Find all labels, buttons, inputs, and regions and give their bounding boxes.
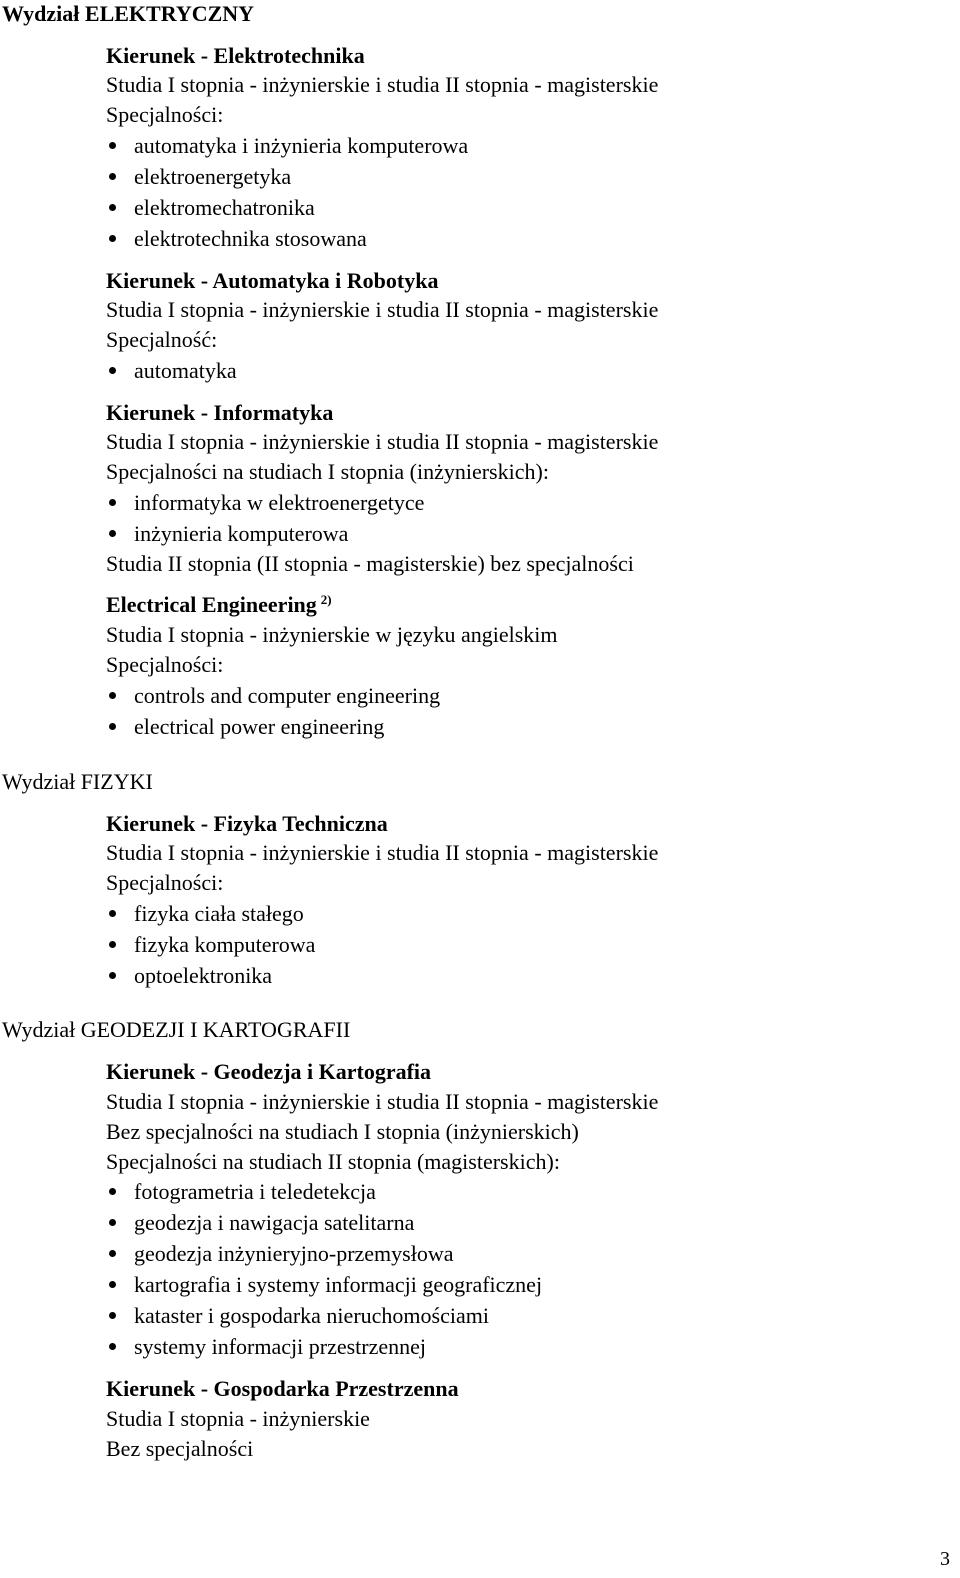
program-note: Studia II stopnia (II stopnia - magisterskie) bez specjalności [106,551,634,576]
specialty-item: fizyka komputerowa [134,932,316,957]
bullet-icon [109,941,116,948]
program-title: Kierunek - Automatyka i Robotyka [106,268,439,293]
specialty-item: automatyka i inżynieria komputerowa [134,133,469,158]
specialty-item: geodezja inżynieryjno-przemysłowa [134,1241,454,1266]
program-note: Bez specjalności [106,1436,254,1461]
bullet-icon [109,367,116,374]
bullet-icon [109,499,116,506]
specialty-item: systemy informacji przestrzennej [134,1334,427,1359]
bullet-icon [109,1312,116,1319]
program-specialty-header: Specjalności: [106,652,224,677]
specialty-item: fotogrametria i teledetekcja [134,1179,376,1204]
specialty-item: informatyka w elektroenergetyce [134,490,425,515]
specialty-item: optoelektronika [134,963,273,988]
program-title: Kierunek - Fizyka Techniczna [106,811,388,836]
program-title: Kierunek - Gospodarka Przestrzenna [106,1376,459,1401]
specialty-item: elektroenergetyka [134,164,292,189]
specialty-item: controls and computer engineering [134,683,441,708]
page-number: 3 [940,1548,950,1570]
bullet-icon [109,1281,116,1288]
program-study-level: Studia I stopnia - inżynierskie i studia II stopnia - magisterskie [106,1089,659,1114]
specialty-item: kartografia i systemy informacji geograficznej [134,1272,543,1297]
specialty-item: elektromechatronika [134,195,315,220]
bullet-icon [109,235,116,242]
bullet-icon [109,1188,116,1195]
program-study-level: Studia I stopnia - inżynierskie i studia II stopnia - magisterskie [106,429,659,454]
program-specialty-header: Specjalności na studiach I stopnia (inżynierskich): [106,459,549,484]
specialty-item: geodezja i nawigacja satelitarna [134,1210,415,1235]
program-specialty-header: Specjalność: [106,327,218,352]
program-title: Electrical Engineering [106,592,317,617]
program-study-level: Studia I stopnia - inżynierskie i studia II stopnia - magisterskie [106,297,659,322]
bullet-icon [109,910,116,917]
bullet-icon [109,1219,116,1226]
program-title: Kierunek - Geodezja i Kartografia [106,1059,432,1084]
bullet-icon [109,972,116,979]
specialty-item: elektrotechnika stosowana [134,226,367,251]
faculty-title: Wydział ELEKTRYCZNY [2,1,255,26]
program-specialty-header: Specjalności: [106,102,224,127]
bullet-icon [109,1250,116,1257]
program-title: Kierunek - Elektrotechnika [106,43,365,68]
bullet-icon [109,1343,116,1350]
specialty-item: kataster i gospodarka nieruchomościami [134,1303,489,1328]
specialty-item: fizyka ciała stałego [134,901,304,926]
program-study-level: Studia I stopnia - inżynierskie [106,1406,370,1431]
specialty-item: inżynieria komputerowa [134,521,349,546]
bullet-icon [109,142,116,149]
bullet-icon [109,173,116,180]
bullet-icon [109,723,116,730]
program-title: Kierunek - Informatyka [106,400,334,425]
bullet-icon [109,204,116,211]
specialty-item: automatyka [134,358,237,383]
specialty-item: electrical power engineering [134,714,385,739]
program-title-row [106,591,332,617]
faculty-title: Wydział GEODEZJI I KARTOGRAFII [2,1017,351,1042]
bullet-icon [109,530,116,537]
program-study-level: Studia I stopnia - inżynierskie i studia II stopnia - magisterskie [106,840,659,865]
program-study-level: Studia I stopnia - inżynierskie w języku angielskim [106,622,558,647]
program-study-level: Studia I stopnia - inżynierskie i studia II stopnia - magisterskie [106,72,659,97]
footnote-marker: 2) [320,591,332,607]
program-specialty-header: Specjalności: [106,870,224,895]
faculty-title: Wydział FIZYKI [2,769,153,794]
program-note: Bez specjalności na studiach I stopnia (inżynierskich) [106,1119,579,1144]
bullet-icon [109,692,116,699]
program-specialty-header: Specjalności na studiach II stopnia (magisterskich): [106,1149,560,1174]
